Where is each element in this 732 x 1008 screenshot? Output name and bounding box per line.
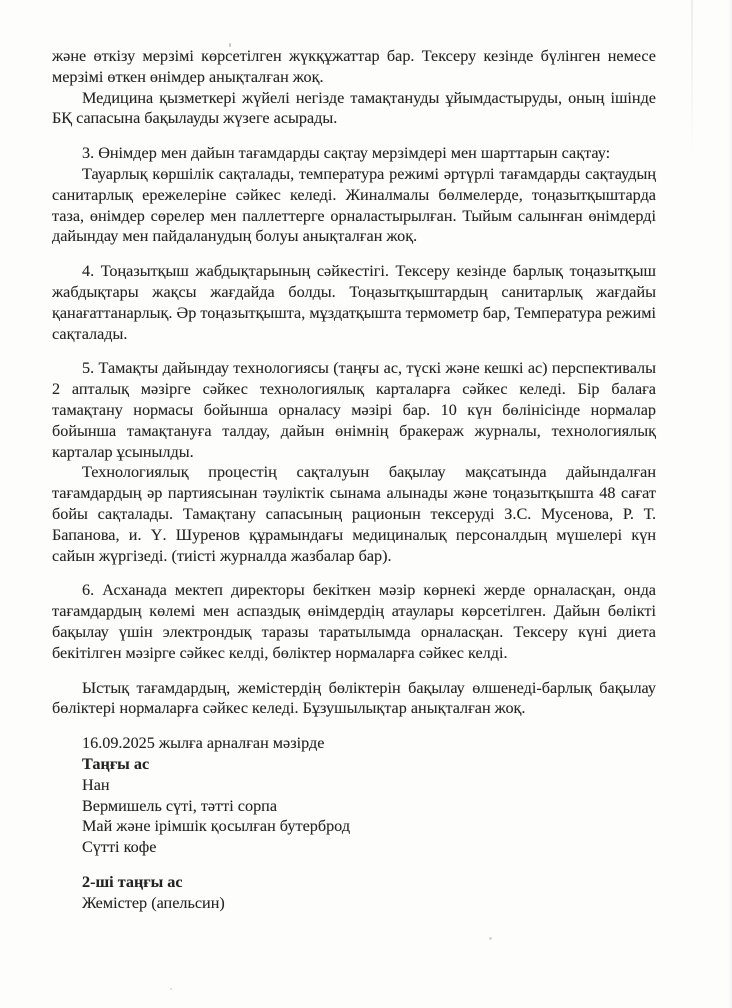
paragraph-storage-conditions: Тауарлық көршілік сақталады, температура режимі әртүрлі тағамдарды сақтаудың санитарлық ережелеріне сәйкес келеді. Жиналмалы бөлмелерде, тоңазытқыштарда таза, өнімдер сөрелер мен паллеттерге орналастырылған. Тыйым салынған өнімдерді дайындау мен пайдаланудың болуы анықталған жоқ. [52, 164, 656, 246]
document-content [52, 46, 656, 913]
menu-second-breakfast-title: 2-ші таңғы ас [82, 872, 183, 891]
paragraph-waybills-continuation: және өткізу мерзімі көрсетілген жүкқұжаттар бар. Тексеру кезінде бүлінген немесе мерзімі өткен өнімдер анықталған жоқ. [52, 47, 656, 86]
menu-date-line: 16.09.2025 жылға арналған мәзірде [82, 734, 325, 753]
section-5-cooking-technology: 5. Тамақты дайындау технологиясы (таңғы ас, түскі және кешкі ас) перспективалы 2 апталық мәзірге сәйкес технологиялық карталарға сәйкес келеді. Бір балаға тамақтану нормасы бойынша орналасу мәзірі бар. 10 күн бөлінісінде нормалар бойынша тамақтануға талдау, дайын өнімнің бракераж журналы, технологиялық карталар ұсынылды. [52, 359, 656, 461]
menu-item-milk-coffee: Сүтті кофе [82, 838, 157, 857]
scan-artifact-speck [170, 988, 172, 990]
paragraph-hot-meal-portions: Ыстық тағамдардың, жемістердің бөліктерін бақылау өлшенеді-барлық бақылау бөліктері нормаларға сәйкес келеді. Бұзушылықтар анықталған жоқ. [52, 678, 656, 718]
paragraph-technological-process: Технологиялық процестің сақталуын бақылау мақсатында дайындалған тағамдардың әр партиясынан тәуліктік сынама алынады және тоңазытқышта 48 сағат бойы сақталады. Тамақтану сапасының рационын тексеруді З.С. Мусенова, Р. Т. Бапанова, и. Ү. Шуренов құрамындағы медициналық персоналдың мүшелері күн сайын жүргізеді. (тиісті журналда жазбалар бар). [52, 463, 656, 565]
scan-artifact-edge-line [691, 0, 693, 165]
section-4-refrigeration: 4. Тоңазытқыш жабдықтарының сәйкестігі. Тексеру кезінде барлық тоңазытқыш жабдықтары жақсы жағдайда болды. Тоңазытқыштардың санитарлық жағдайы қанағаттанарлық. Әр тоңазытқышта, мұздатқышта термометр бар, Температура режимі сақталады. [52, 262, 656, 343]
menu-item-sandwich: Май және ірімшік қосылған бутерброд [82, 817, 351, 836]
scan-artifact-speck [489, 937, 492, 940]
scan-artifact-edge-shade [728, 0, 732, 1008]
section-3-storage-heading: 3. Өнімдер мен дайын тағамдарды сақтау мерзімдері мен шарттарын сақтау: [82, 144, 611, 163]
menu-item-fruit-orange: Жемістер (апельсин) [82, 893, 225, 912]
section-6-menu-display: 6. Асханада мектеп директоры бекіткен мәзір көрнекі жерде орналасқан, онда тағамдардың көлемі мен аспаздық өнімдердің атаулары көрсетілген. Дайын бөлікті бақылау үшін электрондық таразы таратылымда орналасқан. Тексеру күні диета бекітілген мәзірге сәйкес келді, бөліктер нормаларға сәйкес келді. [52, 581, 656, 662]
daily-menu [52, 733, 656, 913]
menu-breakfast-title: Таңғы ас [82, 754, 150, 773]
paragraph-medical-worker: Медицина қызметкері жүйелі негізде тамақтануды ұйымдастыруды, оның ішінде БҚ сапасына бақылауды жүзеге асырады. [52, 88, 656, 128]
menu-item-bread: Нан [82, 775, 110, 794]
menu-item-vermicelli: Вермишель сүті, тәтті сорпа [82, 796, 278, 815]
